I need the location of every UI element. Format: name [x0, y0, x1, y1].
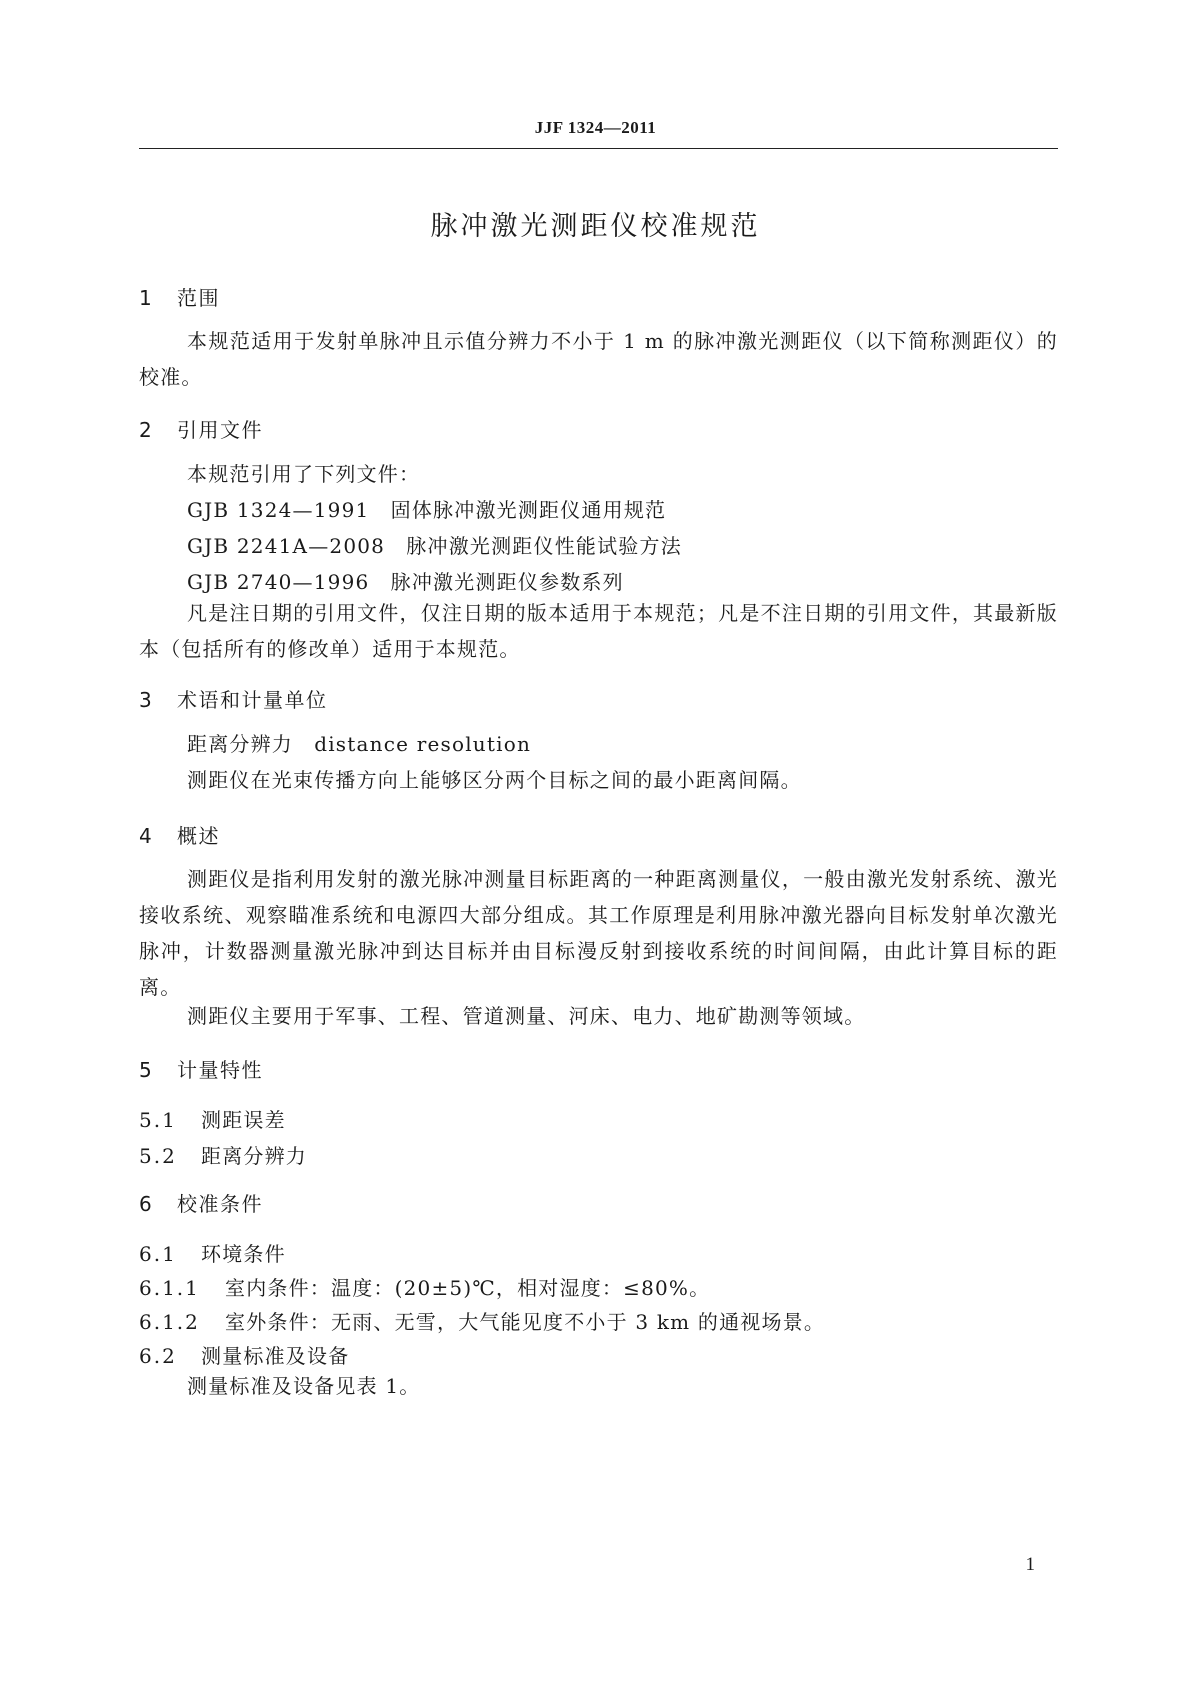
standard-code-header: JJF 1324—2011 — [534, 118, 657, 137]
equipment-reference: 测量标准及设备见表 1。 — [187, 1374, 421, 1398]
subclause-6-1-1: 6.1.1 室内条件：温度：(20±5)℃，相对湿度：≤80%。 — [139, 1276, 711, 1300]
subclause-5-1: 5.1 测距误差 — [139, 1108, 286, 1132]
section-number: 2 — [139, 418, 154, 442]
section-number: 4 — [139, 824, 154, 848]
overview-paragraph: 测距仪是指利用发射的激光脉冲测量目标距离的一种距离测量仪，一般由激光发射系统、激光接收系统、观察瞄准系统和电源四大部分组成。其工作原理是利用脉冲激光器向目标发射单次激光脉冲，计数器测量激光脉冲到达目标并由目标漫反射到接收系统的时间间隔，由此计算目标的距离。 — [139, 867, 1058, 999]
section-number: 1 — [139, 286, 154, 310]
section-title: 术语和计量单位 — [177, 688, 328, 712]
references-note: 凡是注日期的引用文件，仅注日期的版本适用于本规范；凡是不注日期的引用文件，其最新版本（包括所有的修改单）适用于本规范。 — [139, 601, 1058, 661]
section-4-heading — [139, 820, 220, 849]
overview-usage: 测距仪主要用于军事、工程、管道测量、河床、电力、地矿勘测等领域。 — [187, 1004, 866, 1028]
section-title: 引用文件 — [177, 418, 263, 442]
section-title: 概述 — [177, 824, 220, 848]
subclause-5-2: 5.2 距离分辨力 — [139, 1144, 307, 1168]
section-title: 范围 — [177, 286, 220, 310]
section-2-heading — [139, 414, 263, 443]
page-number: 1 — [1025, 1554, 1035, 1575]
section-number: 6 — [139, 1192, 154, 1216]
section-1-heading — [139, 282, 220, 311]
section-title: 校准条件 — [177, 1192, 263, 1216]
subclause-6-1: 6.1 环境条件 — [139, 1242, 286, 1266]
subclause-6-2: 6.2 测量标准及设备 — [139, 1344, 350, 1368]
references-intro: 本规范引用了下列文件： — [187, 462, 421, 486]
reference-item: GJB 2241A—2008 脉冲激光测距仪性能试验方法 — [187, 534, 682, 558]
section-number: 5 — [139, 1058, 154, 1082]
subclause-6-1-2: 6.1.2 室外条件：无雨、无雪，大气能见度不小于 3 km 的通视场景。 — [139, 1310, 826, 1334]
reference-item: GJB 2740—1996 脉冲激光测距仪参数系列 — [187, 570, 624, 594]
section-number: 3 — [139, 688, 154, 712]
header-rule — [139, 148, 1058, 149]
section-6-heading — [139, 1188, 263, 1217]
document-title: 脉冲激光测距仪校准规范 — [430, 211, 761, 242]
section-5-heading — [139, 1054, 263, 1083]
section-title: 计量特性 — [177, 1058, 263, 1082]
reference-item: GJB 1324—1991 固体脉冲激光测距仪通用规范 — [187, 498, 667, 522]
term-definition: 测距仪在光束传播方向上能够区分两个目标之间的最小距离间隔。 — [187, 768, 802, 792]
term-entry: 距离分辨力 distance resolution — [187, 732, 532, 756]
section-1-paragraph: 本规范适用于发射单脉冲且示值分辨力不小于 1 m 的脉冲激光测距仪（以下简称测距仪）的校准。 — [139, 329, 1058, 389]
section-3-heading — [139, 684, 328, 713]
